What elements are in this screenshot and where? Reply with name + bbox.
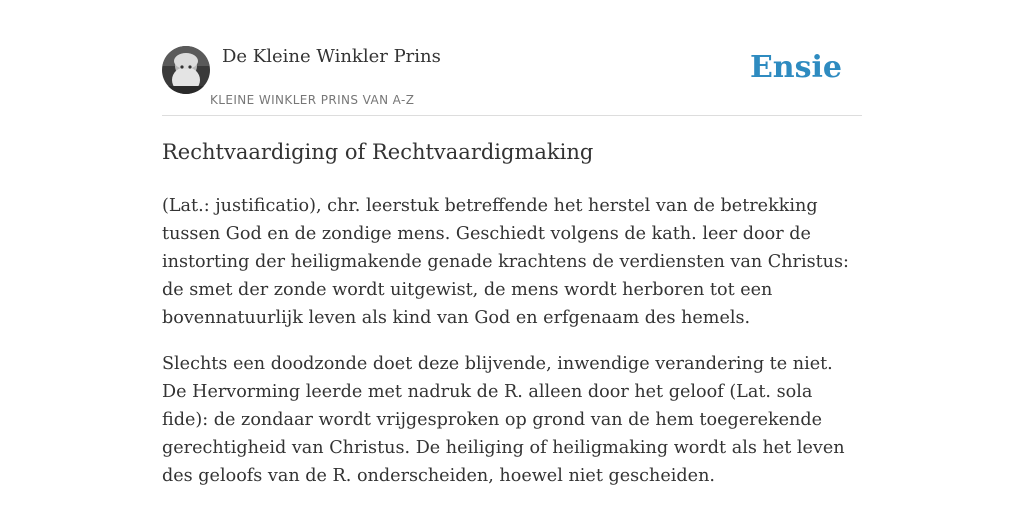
source-subtitle[interactable]: KLEINE WINKLER PRINS VAN A-Z	[210, 93, 415, 107]
article-body	[162, 192, 862, 508]
header	[162, 44, 862, 116]
article-paragraph: (Lat.: justificatio), chr. leerstuk betreffende het herstel van de betrekking tussen God en de zondige mens. Geschiedt volgens de kath. leer door de instorting der heiligmakende genade krachtens de verdiensten van Christus: de smet der zonde wordt uitgewist, de mens wordt herboren tot een bovennatuurlijk leven als kind van God en erfgenaam des hemels.	[162, 196, 849, 328]
article-paragraph: Slechts een doodzonde doet deze blijvende, inwendige verandering te niet. De Hervorming leerde met nadruk de R. alleen door het geloof (Lat. sola fide): de zondaar wordt vrijgesproken op grond van de hem toegerekende gerechtigheid van Christus. De heiliging of heiligmaking wordt als het leven des geloofs van de R. onderscheiden, hoewel niet gescheiden.	[162, 354, 845, 486]
avatar[interactable]	[162, 46, 210, 94]
source-title[interactable]: De Kleine Winkler Prins	[222, 46, 441, 67]
avatar-portrait-icon	[162, 46, 210, 94]
article-title: Rechtvaardiging of Rechtvaardigmaking	[162, 140, 594, 164]
brand-logo[interactable]: Ensie	[749, 50, 842, 85]
